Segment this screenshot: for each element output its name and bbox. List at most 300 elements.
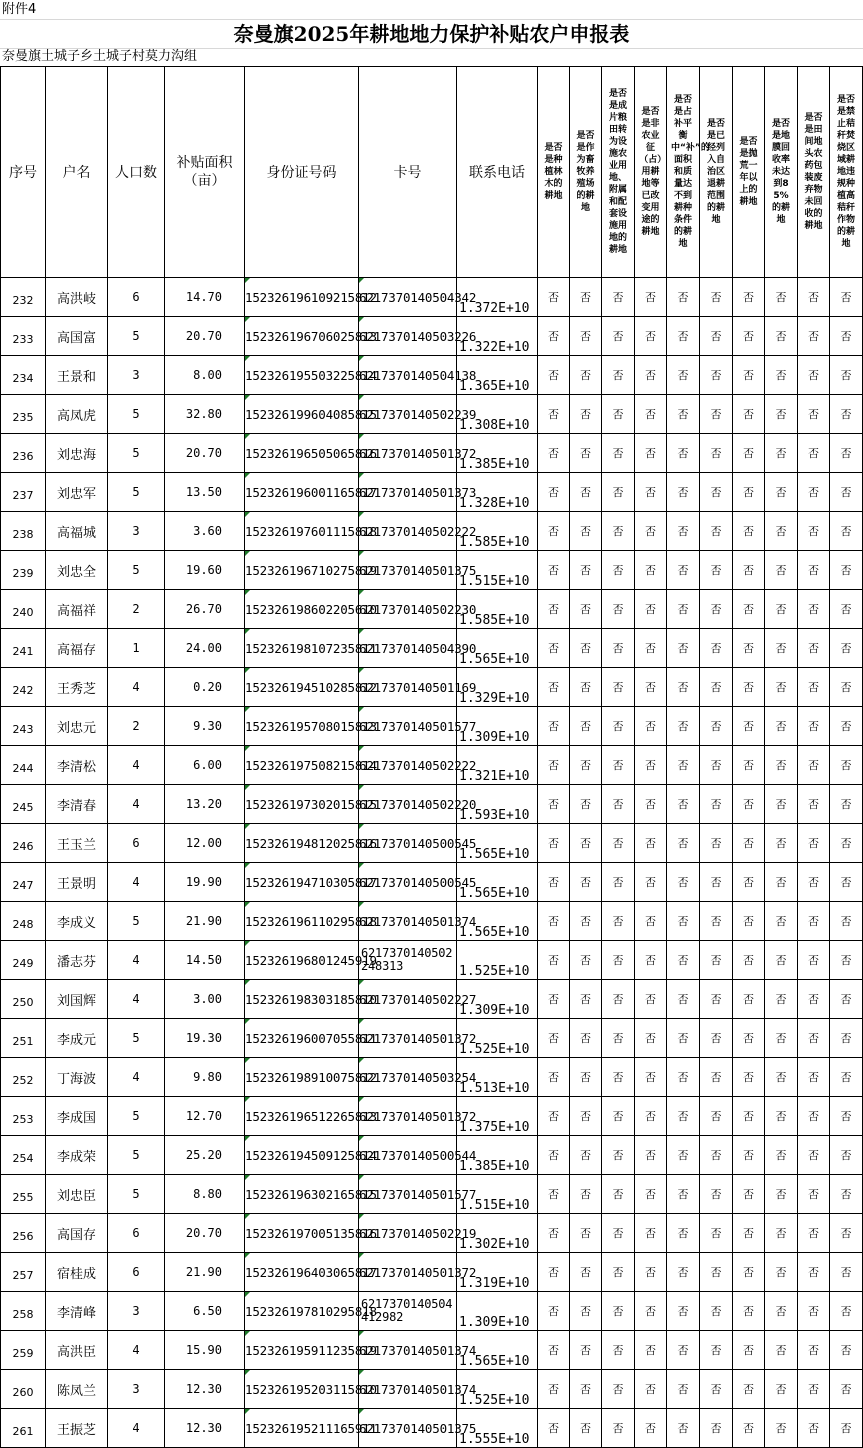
- row-population: 5: [108, 473, 165, 512]
- row-flag-pesticide: 否: [798, 668, 830, 707]
- row-flag-nonagri: 否: [635, 1370, 667, 1409]
- row-flag-retired: 否: [700, 512, 733, 551]
- row-flag-abandoned: 否: [733, 1292, 765, 1331]
- row-card-number: 6217370140501375: [359, 1409, 457, 1448]
- row-flag-livestock: 否: [570, 1019, 602, 1058]
- row-flag-livestock: 否: [570, 824, 602, 863]
- row-population: 4: [108, 941, 165, 980]
- row-flag-abandoned: 否: [733, 1136, 765, 1175]
- row-flag-facility: 否: [602, 746, 635, 785]
- row-population: 5: [108, 902, 165, 941]
- row-flag-forest: 否: [538, 980, 570, 1019]
- row-flag-balance: 否: [667, 1409, 700, 1448]
- row-flag-pesticide: 否: [798, 1370, 830, 1409]
- row-area: 8.80: [165, 1175, 245, 1214]
- header-seq: 序号: [1, 67, 46, 278]
- row-seq: 260: [1, 1370, 46, 1409]
- table-row: [1, 1370, 863, 1409]
- row-flag-straw: 否: [830, 1370, 863, 1409]
- row-name: 刘忠海: [46, 434, 108, 473]
- row-flag-mulch: 否: [765, 1097, 798, 1136]
- row-seq: 252: [1, 1058, 46, 1097]
- row-flag-straw: 否: [830, 785, 863, 824]
- row-flag-livestock: 否: [570, 473, 602, 512]
- header-row: [1, 67, 863, 278]
- row-flag-nonagri: 否: [635, 512, 667, 551]
- row-flag-retired: 否: [700, 1370, 733, 1409]
- row-flag-retired: 否: [700, 1136, 733, 1175]
- row-flag-retired: 否: [700, 395, 733, 434]
- row-flag-facility: 否: [602, 1175, 635, 1214]
- row-seq: 245: [1, 785, 46, 824]
- row-flag-balance: 否: [667, 590, 700, 629]
- row-flag-mulch: 否: [765, 1370, 798, 1409]
- row-flag-forest: 否: [538, 1097, 570, 1136]
- row-id-number: 152326194812025816: [245, 824, 359, 863]
- row-flag-straw: 否: [830, 941, 863, 980]
- row-flag-facility: 否: [602, 317, 635, 356]
- row-flag-abandoned: 否: [733, 902, 765, 941]
- row-flag-mulch: 否: [765, 473, 798, 512]
- row-phone: 1.525E+10: [457, 1019, 538, 1058]
- row-flag-facility: 否: [602, 1214, 635, 1253]
- row-phone: 1.308E+10: [457, 395, 538, 434]
- row-area: 13.50: [165, 473, 245, 512]
- header-flag-pesticide: 是否是田间地头农药包装废弃物未回收的耕地: [798, 67, 830, 278]
- table-row: [1, 395, 863, 434]
- row-flag-livestock: 否: [570, 1214, 602, 1253]
- row-flag-livestock: 否: [570, 356, 602, 395]
- row-flag-balance: 否: [667, 278, 700, 317]
- row-flag-facility: 否: [602, 356, 635, 395]
- row-name: 李清春: [46, 785, 108, 824]
- row-name: 刘忠军: [46, 473, 108, 512]
- row-flag-straw: 否: [830, 1136, 863, 1175]
- row-population: 5: [108, 395, 165, 434]
- row-phone: 1.555E+10: [457, 1409, 538, 1448]
- row-flag-forest: 否: [538, 317, 570, 356]
- row-flag-forest: 否: [538, 1058, 570, 1097]
- row-flag-livestock: 否: [570, 980, 602, 1019]
- row-flag-forest: 否: [538, 551, 570, 590]
- row-population: 4: [108, 1409, 165, 1448]
- row-flag-retired: 否: [700, 551, 733, 590]
- row-flag-livestock: 否: [570, 1253, 602, 1292]
- row-flag-abandoned: 否: [733, 590, 765, 629]
- row-flag-facility: 否: [602, 1019, 635, 1058]
- row-flag-livestock: 否: [570, 746, 602, 785]
- row-flag-livestock: 否: [570, 941, 602, 980]
- row-id-number: 152326197810295818: [245, 1292, 359, 1331]
- row-flag-livestock: 否: [570, 551, 602, 590]
- row-flag-forest: 否: [538, 473, 570, 512]
- row-flag-forest: 否: [538, 746, 570, 785]
- row-area: 9.80: [165, 1058, 245, 1097]
- row-flag-facility: 否: [602, 473, 635, 512]
- row-id-number: 152326198602205610: [245, 590, 359, 629]
- row-name: 刘忠元: [46, 707, 108, 746]
- row-flag-straw: 否: [830, 629, 863, 668]
- row-card-number: 6217370140501375: [359, 551, 457, 590]
- row-flag-livestock: 否: [570, 1292, 602, 1331]
- header-flag-straw: 是否是禁止秸秆焚烧区域耕地违规种植高秸秆作物的耕地: [830, 67, 863, 278]
- row-phone: 1.309E+10: [457, 980, 538, 1019]
- row-id-number: 152326194710305817: [245, 863, 359, 902]
- row-name: 陈凤兰: [46, 1370, 108, 1409]
- table-row: [1, 1058, 863, 1097]
- row-area: 8.00: [165, 356, 245, 395]
- row-id-number: 152326195203115810: [245, 1370, 359, 1409]
- table-row: [1, 863, 863, 902]
- row-flag-straw: 否: [830, 1214, 863, 1253]
- row-flag-straw: 否: [830, 1409, 863, 1448]
- row-flag-pesticide: 否: [798, 941, 830, 980]
- row-flag-pesticide: 否: [798, 707, 830, 746]
- row-card-number: 6217370140501373: [359, 473, 457, 512]
- table-row: [1, 473, 863, 512]
- row-flag-abandoned: 否: [733, 1097, 765, 1136]
- header-id-number: 身份证号码: [245, 67, 359, 278]
- row-flag-forest: 否: [538, 824, 570, 863]
- row-flag-abandoned: 否: [733, 1331, 765, 1370]
- row-phone: 1.309E+10: [457, 1292, 538, 1331]
- row-area: 3.00: [165, 980, 245, 1019]
- row-population: 6: [108, 824, 165, 863]
- row-id-number: 152326196302165815: [245, 1175, 359, 1214]
- row-flag-livestock: 否: [570, 1097, 602, 1136]
- table-row: [1, 1175, 863, 1214]
- row-area: 20.70: [165, 434, 245, 473]
- row-population: 3: [108, 356, 165, 395]
- row-flag-balance: 否: [667, 707, 700, 746]
- row-flag-balance: 否: [667, 551, 700, 590]
- row-area: 6.00: [165, 746, 245, 785]
- row-name: 李清松: [46, 746, 108, 785]
- row-seq: 233: [1, 317, 46, 356]
- row-flag-nonagri: 否: [635, 395, 667, 434]
- row-id-number: 152326195211165911: [245, 1409, 359, 1448]
- row-flag-forest: 否: [538, 1175, 570, 1214]
- row-flag-facility: 否: [602, 1253, 635, 1292]
- row-name: 高福存: [46, 629, 108, 668]
- row-flag-abandoned: 否: [733, 1175, 765, 1214]
- header-flag-forest: 是否是种植林木的耕地: [538, 67, 570, 278]
- row-name: 高凤虎: [46, 395, 108, 434]
- row-flag-facility: 否: [602, 1097, 635, 1136]
- page-title: 奈曼旗2025年耕地地力保护补贴农户申报表: [233, 22, 630, 46]
- row-flag-pesticide: 否: [798, 278, 830, 317]
- row-card-number: 6217370140501372: [359, 434, 457, 473]
- row-name: 李成元: [46, 1019, 108, 1058]
- row-flag-nonagri: 否: [635, 824, 667, 863]
- row-population: 4: [108, 863, 165, 902]
- row-id-number: 152326194510285812: [245, 668, 359, 707]
- row-area: 0.20: [165, 668, 245, 707]
- row-flag-mulch: 否: [765, 1292, 798, 1331]
- row-flag-forest: 否: [538, 785, 570, 824]
- row-id-number: 152326196505065816: [245, 434, 359, 473]
- row-card-number: 6217370140502239: [359, 395, 457, 434]
- row-flag-abandoned: 否: [733, 317, 765, 356]
- header-card-number: 卡号: [359, 67, 457, 278]
- row-area: 14.50: [165, 941, 245, 980]
- row-flag-retired: 否: [700, 278, 733, 317]
- row-flag-mulch: 否: [765, 512, 798, 551]
- row-flag-mulch: 否: [765, 980, 798, 1019]
- row-card-number: 6217370140503254: [359, 1058, 457, 1097]
- row-flag-forest: 否: [538, 1019, 570, 1058]
- row-flag-livestock: 否: [570, 1409, 602, 1448]
- row-flag-straw: 否: [830, 395, 863, 434]
- table-row: [1, 902, 863, 941]
- row-flag-pesticide: 否: [798, 1409, 830, 1448]
- table-row: [1, 590, 863, 629]
- row-card-number: 6217370140504412982: [359, 1292, 457, 1331]
- row-phone: 1.329E+10: [457, 668, 538, 707]
- row-flag-retired: 否: [700, 629, 733, 668]
- row-flag-livestock: 否: [570, 434, 602, 473]
- row-area: 20.70: [165, 317, 245, 356]
- row-flag-facility: 否: [602, 395, 635, 434]
- table-row: [1, 1331, 863, 1370]
- row-flag-straw: 否: [830, 1058, 863, 1097]
- row-card-number: 6217370140500544: [359, 1136, 457, 1175]
- row-flag-facility: 否: [602, 1136, 635, 1175]
- row-flag-nonagri: 否: [635, 1331, 667, 1370]
- row-flag-straw: 否: [830, 551, 863, 590]
- row-flag-nonagri: 否: [635, 1409, 667, 1448]
- row-flag-nonagri: 否: [635, 668, 667, 707]
- row-phone: 1.328E+10: [457, 473, 538, 512]
- row-flag-retired: 否: [700, 1175, 733, 1214]
- row-name: 高洪臣: [46, 1331, 108, 1370]
- row-flag-abandoned: 否: [733, 980, 765, 1019]
- row-flag-pesticide: 否: [798, 512, 830, 551]
- row-flag-retired: 否: [700, 1331, 733, 1370]
- row-name: 李清峰: [46, 1292, 108, 1331]
- row-flag-abandoned: 否: [733, 1058, 765, 1097]
- row-flag-abandoned: 否: [733, 395, 765, 434]
- row-card-number: 6217370140501374: [359, 1370, 457, 1409]
- row-flag-forest: 否: [538, 356, 570, 395]
- row-flag-forest: 否: [538, 1292, 570, 1331]
- row-id-number: 152326196109215812: [245, 278, 359, 317]
- row-name: 李成国: [46, 1097, 108, 1136]
- table-row: [1, 1214, 863, 1253]
- row-flag-balance: 否: [667, 317, 700, 356]
- row-name: 高福祥: [46, 590, 108, 629]
- row-flag-forest: 否: [538, 1136, 570, 1175]
- row-id-number: 152326197601115818: [245, 512, 359, 551]
- row-flag-livestock: 否: [570, 1370, 602, 1409]
- row-phone: 1.375E+10: [457, 1097, 538, 1136]
- row-phone: 1.309E+10: [457, 707, 538, 746]
- table-row: [1, 824, 863, 863]
- row-flag-nonagri: 否: [635, 941, 667, 980]
- row-id-number: 152326196801245919: [245, 941, 359, 980]
- row-flag-pesticide: 否: [798, 629, 830, 668]
- row-flag-straw: 否: [830, 824, 863, 863]
- row-flag-forest: 否: [538, 1253, 570, 1292]
- row-card-number: 6217370140502219: [359, 1214, 457, 1253]
- row-id-number: 152326198910075812: [245, 1058, 359, 1097]
- row-name: 高国富: [46, 317, 108, 356]
- table-row: [1, 941, 863, 980]
- row-id-number: 152326197005135816: [245, 1214, 359, 1253]
- row-flag-straw: 否: [830, 707, 863, 746]
- row-area: 12.00: [165, 824, 245, 863]
- row-flag-pesticide: 否: [798, 1331, 830, 1370]
- row-id-number: 152326196001165817: [245, 473, 359, 512]
- row-card-number: 6217370140501372: [359, 1253, 457, 1292]
- row-flag-nonagri: 否: [635, 473, 667, 512]
- row-card-number: 6217370140502227: [359, 980, 457, 1019]
- table-row: [1, 1136, 863, 1175]
- row-flag-abandoned: 否: [733, 707, 765, 746]
- row-flag-straw: 否: [830, 278, 863, 317]
- row-seq: 250: [1, 980, 46, 1019]
- row-card-number: 6217370140500545: [359, 863, 457, 902]
- row-flag-retired: 否: [700, 1292, 733, 1331]
- row-flag-straw: 否: [830, 1253, 863, 1292]
- row-seq: 236: [1, 434, 46, 473]
- row-population: 2: [108, 707, 165, 746]
- row-flag-livestock: 否: [570, 317, 602, 356]
- row-population: 5: [108, 317, 165, 356]
- row-flag-abandoned: 否: [733, 434, 765, 473]
- table-row: [1, 278, 863, 317]
- table-row: [1, 1409, 863, 1448]
- header-flag-facility: 是否是成片粮田转为设施农业用地、附属和配套设施用地的耕地: [602, 67, 635, 278]
- row-id-number: 152326198107235811: [245, 629, 359, 668]
- row-flag-straw: 否: [830, 512, 863, 551]
- row-card-number: 6217370140502222: [359, 512, 457, 551]
- row-flag-facility: 否: [602, 434, 635, 473]
- row-id-number: 152326195503225814: [245, 356, 359, 395]
- header-name: 户名: [46, 67, 108, 278]
- row-population: 4: [108, 785, 165, 824]
- table-row: [1, 1253, 863, 1292]
- row-flag-balance: 否: [667, 863, 700, 902]
- row-flag-retired: 否: [700, 473, 733, 512]
- row-flag-pesticide: 否: [798, 1019, 830, 1058]
- row-flag-balance: 否: [667, 512, 700, 551]
- row-card-number: 6217370140501372: [359, 1097, 457, 1136]
- row-flag-pesticide: 否: [798, 902, 830, 941]
- row-flag-abandoned: 否: [733, 1214, 765, 1253]
- row-seq: 240: [1, 590, 46, 629]
- row-card-number: 6217370140504138: [359, 356, 457, 395]
- row-flag-straw: 否: [830, 1175, 863, 1214]
- row-seq: 246: [1, 824, 46, 863]
- row-name: 王景明: [46, 863, 108, 902]
- row-flag-facility: 否: [602, 785, 635, 824]
- row-flag-livestock: 否: [570, 863, 602, 902]
- row-flag-abandoned: 否: [733, 746, 765, 785]
- row-name: 宿桂成: [46, 1253, 108, 1292]
- row-flag-pesticide: 否: [798, 1292, 830, 1331]
- row-phone: 1.593E+10: [457, 785, 538, 824]
- row-area: 19.90: [165, 863, 245, 902]
- row-flag-facility: 否: [602, 629, 635, 668]
- row-population: 5: [108, 1097, 165, 1136]
- row-phone: 1.585E+10: [457, 590, 538, 629]
- row-flag-retired: 否: [700, 434, 733, 473]
- row-flag-nonagri: 否: [635, 746, 667, 785]
- row-flag-abandoned: 否: [733, 1370, 765, 1409]
- row-flag-nonagri: 否: [635, 356, 667, 395]
- row-flag-nonagri: 否: [635, 1292, 667, 1331]
- row-flag-pesticide: 否: [798, 395, 830, 434]
- row-phone: 1.565E+10: [457, 1331, 538, 1370]
- row-flag-straw: 否: [830, 1019, 863, 1058]
- row-flag-forest: 否: [538, 629, 570, 668]
- row-flag-abandoned: 否: [733, 1409, 765, 1448]
- row-flag-livestock: 否: [570, 1136, 602, 1175]
- row-flag-mulch: 否: [765, 395, 798, 434]
- row-flag-mulch: 否: [765, 551, 798, 590]
- row-flag-nonagri: 否: [635, 278, 667, 317]
- row-name: 王振芝: [46, 1409, 108, 1448]
- row-area: 14.70: [165, 278, 245, 317]
- row-name: 高国存: [46, 1214, 108, 1253]
- row-flag-mulch: 否: [765, 356, 798, 395]
- row-phone: 1.585E+10: [457, 512, 538, 551]
- row-phone: 1.513E+10: [457, 1058, 538, 1097]
- row-flag-abandoned: 否: [733, 278, 765, 317]
- row-flag-pesticide: 否: [798, 1175, 830, 1214]
- row-flag-nonagri: 否: [635, 863, 667, 902]
- row-card-number: 6217370140501374: [359, 1331, 457, 1370]
- row-flag-livestock: 否: [570, 785, 602, 824]
- row-flag-pesticide: 否: [798, 356, 830, 395]
- row-card-number: 6217370140501577: [359, 1175, 457, 1214]
- row-flag-facility: 否: [602, 902, 635, 941]
- row-flag-balance: 否: [667, 1253, 700, 1292]
- row-flag-retired: 否: [700, 317, 733, 356]
- row-flag-balance: 否: [667, 1292, 700, 1331]
- row-flag-abandoned: 否: [733, 863, 765, 902]
- row-flag-balance: 否: [667, 1097, 700, 1136]
- row-flag-abandoned: 否: [733, 1019, 765, 1058]
- row-name: 李成义: [46, 902, 108, 941]
- row-flag-balance: 否: [667, 434, 700, 473]
- row-flag-mulch: 否: [765, 902, 798, 941]
- table-row: [1, 356, 863, 395]
- row-flag-nonagri: 否: [635, 1136, 667, 1175]
- row-flag-nonagri: 否: [635, 1019, 667, 1058]
- row-card-number: 6217370140500545: [359, 824, 457, 863]
- row-flag-mulch: 否: [765, 1253, 798, 1292]
- row-flag-straw: 否: [830, 473, 863, 512]
- row-flag-pesticide: 否: [798, 1058, 830, 1097]
- table-row: [1, 434, 863, 473]
- row-flag-mulch: 否: [765, 1214, 798, 1253]
- row-seq: 241: [1, 629, 46, 668]
- row-flag-nonagri: 否: [635, 1175, 667, 1214]
- row-flag-pesticide: 否: [798, 1097, 830, 1136]
- row-phone: 1.515E+10: [457, 1175, 538, 1214]
- row-flag-pesticide: 否: [798, 746, 830, 785]
- row-phone: 1.525E+10: [457, 1370, 538, 1409]
- row-flag-livestock: 否: [570, 668, 602, 707]
- row-phone: 1.372E+10: [457, 278, 538, 317]
- row-seq: 259: [1, 1331, 46, 1370]
- row-flag-pesticide: 否: [798, 590, 830, 629]
- row-card-number: 6217370140502248313: [359, 941, 457, 980]
- row-population: 5: [108, 434, 165, 473]
- row-card-number: 6217370140504390: [359, 629, 457, 668]
